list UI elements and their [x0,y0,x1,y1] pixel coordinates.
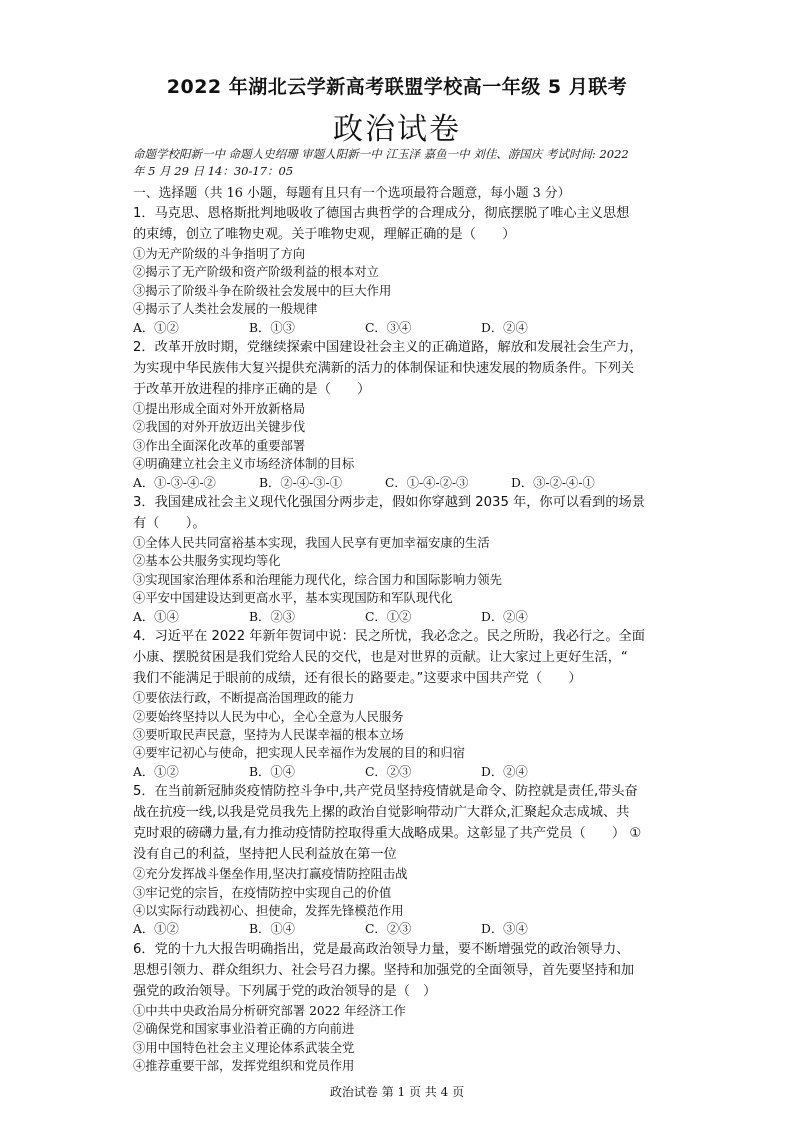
exam-info-line: 命题学校阳新一中 命题人史绍珊 审题人阳新一中 江玉泽 嘉鱼一中 刘佳、游国庆 考试时间: 2022 [133,147,629,161]
question-stem: 3．我国建成社会主义现代化强国分两步走，假如你穿越到 2035 年，你可以看到的场景 [133,495,645,511]
exam-title: 2022 年湖北云学新高考联盟学校高一年级 5 月联考 [166,76,628,98]
option-d: D．②④ [481,320,528,335]
question-stem: 的束缚，创立了唯物史观。关于唯物史观，理解正确的是（ ） [133,227,516,242]
option-b: B．②-④-③-① [259,475,342,490]
exam-info-line: 年 5 月 29 日 14：30-17：05 [133,164,294,178]
statement-item: ①要依法行政，不断提高治国理政的能力 [133,691,355,706]
statement-item: ①为无产阶级的斗争指明了方向 [133,247,306,261]
statement-item: ④以实际行动践初心、担使命，发挥先锋模范作用 [133,903,404,918]
question-2 [133,337,663,492]
question-stem: 战在抗疫一线,以我是党员我先上摞的政治自觉影响带动广大群众,汇聚起众志成城、共 [133,805,630,821]
option-d: D．②④ [481,609,528,624]
question-1 [133,203,663,337]
subject-title: 政治试卷 [333,112,461,147]
answer-options [133,763,663,781]
statement-item: ①中共中央政治局分析研究部署 2022 年经济工作 [133,1003,406,1018]
question-6 [133,939,663,1076]
statement-item: ③作出全面深化改革的重要部署 [133,438,306,453]
option-a: A．①-③-④-② [133,475,216,490]
answer-options [133,474,663,492]
option-b: B．①④ [249,922,295,937]
statement-item: ③实现国家治理体系和治理能力现代化，综合国力和国际影响力领先 [133,572,502,587]
question-stem: 为实现中华民族伟大复兴提供充满新的活力的体制保证和快速发展的物质条件。下列关 [133,361,635,377]
exam-info [133,146,673,180]
question-stem: 强党的政治领导。下列属于党的政治领导的是（ ） [133,983,437,999]
option-c: C．①② [365,609,412,624]
statement-item: ③用中国特色社会主义理论体系武装全党 [133,1040,355,1055]
question-4 [133,626,663,781]
option-c: C．③④ [365,320,412,335]
statement-item: ④明确建立社会主义市场经济体制的目标 [133,457,355,472]
option-a: A．①② [133,320,179,335]
answer-options [133,319,663,337]
section-heading: 一、选择题（共 16 小题，每题有且只有一个选项最符合题意，每小题 3 分） [133,186,571,201]
option-b: B．①④ [249,764,295,779]
question-stem: 1．马克思、恩格斯批判地吸收了德国古典哲学的合理成分，彻底摆脱了唯心主义思想 [133,206,630,221]
option-a: A．①② [133,764,179,779]
statement-item: ②揭示了无产阶级和资产阶级利益的根本对立 [133,265,379,280]
option-a: A．①② [133,922,179,937]
question-stem: 克时艰的磅礴力量,有力推动疫情防控取得重大战略成果。这彰显了共产党员（ ） ① [133,826,642,842]
question-stem: 5．在当前新冠肺炎疫情防控斗争中,共产党员坚持疫情就是命令、防控就是责任,带头奋 [133,784,638,800]
option-d: D．②④ [481,764,528,779]
question-3 [133,492,663,626]
page-footer: 政治试卷 第 1 页 共 4 页 [329,1085,465,1099]
option-c: C．①-④-②-③ [385,475,469,490]
statement-item: ③要听取民声民意，坚持为人民谋幸福的根本立场 [133,727,404,742]
statement-item: ③揭示了阶级斗争在阶级社会发展中的巨大作用 [133,283,392,298]
answer-options [133,920,663,938]
question-stem: 有（ ）。 [133,516,206,532]
statement-item: ①提出形成全面对外开放新格局 [133,402,306,417]
option-d: D．③-②-④-① [511,475,595,490]
question-stem: 2．改革开放时期，党继续探索中国建设社会主义的正确道路，解放和发展社会生产力， [133,340,643,356]
statement-item: ①全体人民共同富裕基本实现，我国人民享有更加幸福安康的生活 [133,536,490,551]
statement-item: ④推荐重要干部，发挥党组织和党员作用 [133,1058,355,1073]
option-c: C．②③ [365,764,412,779]
question-stem: 小康、摆脱贫困是我们党给人民的交代，也是对世界的贡献。让大家过上更好生活，“ [133,650,628,666]
statement-item: ④平安中国建设达到更高水平，基本实现国防和军队现代化 [133,591,453,606]
statement-item: ②充分发挥战斗堡垒作用,坚决打赢疫情防控阻击战 [133,867,408,882]
option-b: B．②③ [249,609,295,624]
question-stem: 思想引领力、群众组织力、社会号召力摞。坚持和加强党的全面领导，首先要坚持和加 [133,962,635,978]
statement-item: ②确保党和国家事业沿着正确的方向前进 [133,1022,355,1037]
option-c: C．②③ [365,922,412,937]
statement-item: ④揭示了人类社会发展的一般规律 [133,302,318,317]
statement-item: ②要始终坚持以人民为中心，全心全意为人民服务 [133,709,404,724]
statement-item: ②我国的对外开放迈出关键步伐 [133,420,306,435]
answer-options [133,608,663,626]
option-d: D．③④ [481,922,528,937]
question-stem: 4．习近平在 2022 年新年贺词中说：民之所忧，我必念之。民之所盼，我必行之。全面 [133,629,645,645]
question-5 [133,781,663,939]
questions-area [133,184,663,1075]
question-stem: 没有自己的利益，坚持把人民利益放在第一位 [133,847,397,863]
question-stem: 我们不能满足于眼前的成绩，还有很长的路要走。”这要求中国共产党（ ） [133,671,582,687]
option-a: A．①④ [133,609,179,624]
statement-item: ③牢记党的宗旨，在疫情防控中实现自己的价值 [133,885,392,900]
question-stem: 6．党的十九大报告明确指出，党是最高政治领导力量，要不断增强党的政治领导力、 [133,941,630,957]
statement-item: ④要牢记初心与使命，把实现人民幸福作为发展的目的和归宿 [133,746,466,761]
question-stem: 于改革开放进程的排序正确的是（ ） [133,382,371,398]
statement-item: ②基本公共服务实现均等化 [133,554,281,569]
option-b: B．①③ [249,320,295,335]
